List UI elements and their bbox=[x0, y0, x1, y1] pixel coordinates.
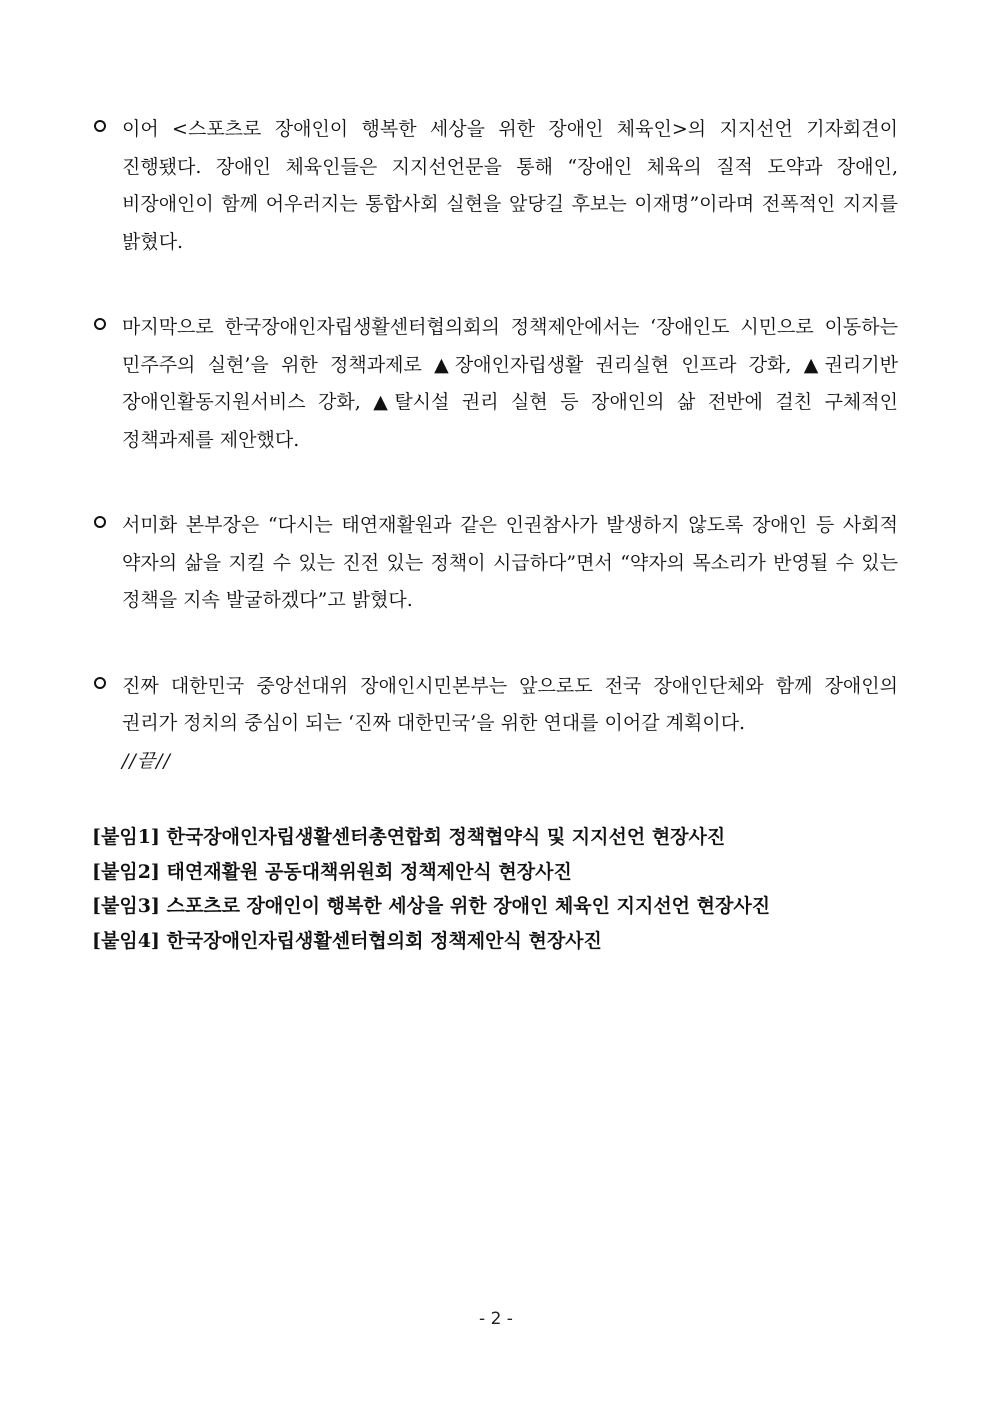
attachment-item: [붙임3] 스포츠로 장애인이 행복한 세상을 위한 장애인 체육인 지지선언 현장사진 bbox=[92, 895, 771, 917]
end-mark: //끝// bbox=[122, 749, 171, 772]
attachment-list bbox=[92, 820, 898, 958]
circle-bullet-icon bbox=[94, 516, 106, 528]
circle-bullet-icon bbox=[94, 318, 106, 330]
page-number: - 2 - bbox=[479, 1309, 513, 1329]
circle-bullet-icon bbox=[94, 677, 106, 689]
circle-bullet-icon bbox=[94, 120, 106, 132]
paragraph-closing bbox=[92, 668, 898, 781]
paragraph-headquarters-statement bbox=[92, 507, 898, 620]
paragraph-sports-endorsement bbox=[92, 111, 898, 261]
paragraph-text: 마지막으로 한국장애인자립생활센터협의회의 정책제안에서는 ‘장애인도 시민으로 이동하는 민주주의 실현’을 위한 정책과제로 ▲장애인자립생활 권리실현 인프라 강화, ▲권리기반 장애인활동지원서비스 강화, ▲탈시설 권리 실현 등 장애인의 삶 전반에 걸친 구체적인 정책과제를 제안했다. bbox=[122, 316, 898, 451]
attachment-item: [붙임2] 태연재활원 공동대책위원회 정책제안식 현장사진 bbox=[92, 860, 572, 883]
paragraph-policy-proposal bbox=[92, 309, 898, 459]
attachment-item: [붙임4] 한국장애인자립생활센터협의회 정책제안식 현장사진 bbox=[92, 929, 602, 952]
paragraph-text: 서미화 본부장은 “다시는 태연재활원과 같은 인권참사가 발생하지 않도록 장애인 등 사회적 약자의 삶을 지킬 수 있는 진전 있는 정책이 시급하다”면서 “약자의 목소리가 반영될 수 있는 정책을 지속 발굴하겠다”고 밝혔다. bbox=[122, 514, 898, 611]
attachment-item: [붙임1] 한국장애인자립생활센터총연합회 정책협약식 및 지지선언 현장사진 bbox=[92, 826, 726, 848]
paragraph-text: 이어 <스포츠로 장애인이 행복한 세상을 위한 장애인 체육인>의 지지선언 기자회견이 진행됐다. 장애인 체육인들은 지지선언문을 통해 “장애인 체육의 질적 도약과 장애인, 비장애인이 함께 어우러지는 통합사회 실현을 앞당길 후보는 이재명”이라며 전폭적인 지지를 밝혔다. bbox=[122, 118, 898, 253]
document-body bbox=[92, 111, 898, 958]
paragraph-text: 진짜 대한민국 중앙선대위 장애인시민본부는 앞으로도 전국 장애인단체와 함께 장애인의 권리가 정치의 중심이 되는 ‘진짜 대한민국’을 위한 연대를 이어갈 계획이다. bbox=[122, 674, 898, 734]
